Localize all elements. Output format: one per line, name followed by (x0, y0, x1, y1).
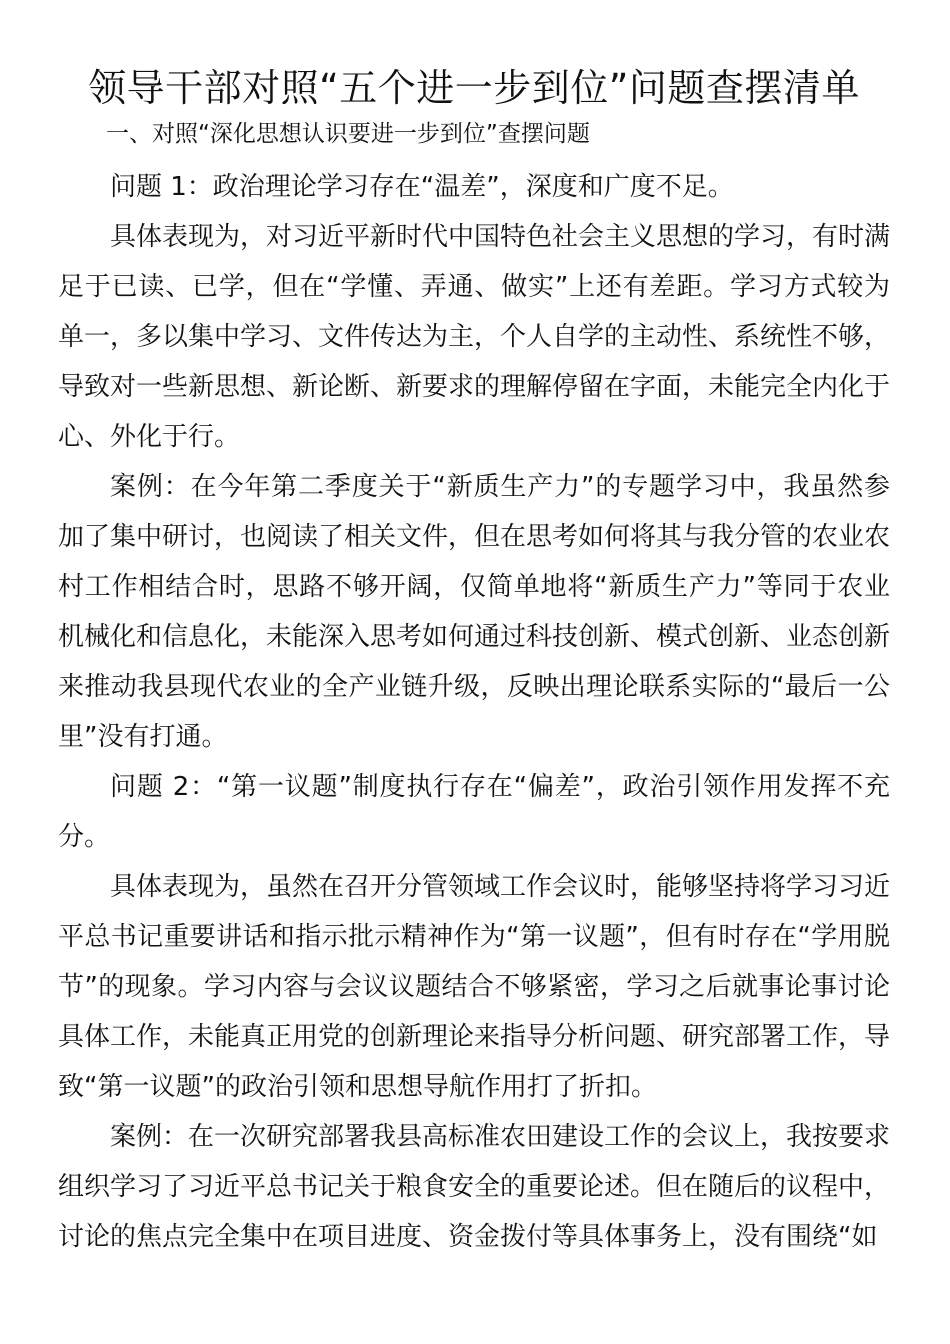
problem-1-case: 案例：在今年第二季度关于“新质生产力”的专题学习中，我虽然参加了集中研讨，也阅读了相关文件，但在思考如何将其与我分管的农业农村工作相结合时，思路不够开阔，仅简单地将“新质生产力”等同于农业机械化和信息化，未能深入思考如何通过科技创新、模式创新、业态创新来推动我县现代农业的全产业链升级，反映出理论联系实际的“最后一公里”没有打通。 (58, 472, 891, 752)
problem-1-description: 具体表现为，对习近平新时代中国特色社会主义思想的学习，有时满足于已读、已学，但在“学懂、弄通、做实”上还有差距。学习方式较为单一，多以集中学习、文件传达为主，个人自学的主动性、系统性不够，导致对一些新思想、新论断、新要求的理解停留在字面，未能完全内化于心、外化于行。 (58, 222, 891, 452)
section-heading: 一、对照“深化思想认识要进一步到位”查摆问题 (106, 121, 590, 147)
problem-2-case: 案例：在一次研究部署我县高标准农田建设工作的会议上，我按要求组织学习了习近平总书记关于粮食安全的重要论述。但在随后的议程中，讨论的焦点完全集中在项目进度、资金拨付等具体事务上，没有围绕“如 (58, 1122, 891, 1252)
problem-1-heading: 问题 1：政治理论学习存在“温差”，深度和广度不足。 (110, 172, 734, 202)
document-title: 领导干部对照“五个进一步到位”问题查摆清单 (88, 66, 860, 110)
problem-2-description: 具体表现为，虽然在召开分管领域工作会议时，能够坚持将学习习近平总书记重要讲话和指示批示精神作为“第一议题”，但有时存在“学用脱节”的现象。学习内容与会议议题结合不够紧密，学习之后就事论事讨论具体工作，未能真正用党的创新理论来指导分析问题、研究部署工作，导致“第一议题”的政治引领和思想导航作用打了折扣。 (58, 872, 891, 1102)
problem-2-heading: 问题 2：“第一议题”制度执行存在“偏差”，政治引领作用发挥不充分。 (58, 772, 890, 852)
